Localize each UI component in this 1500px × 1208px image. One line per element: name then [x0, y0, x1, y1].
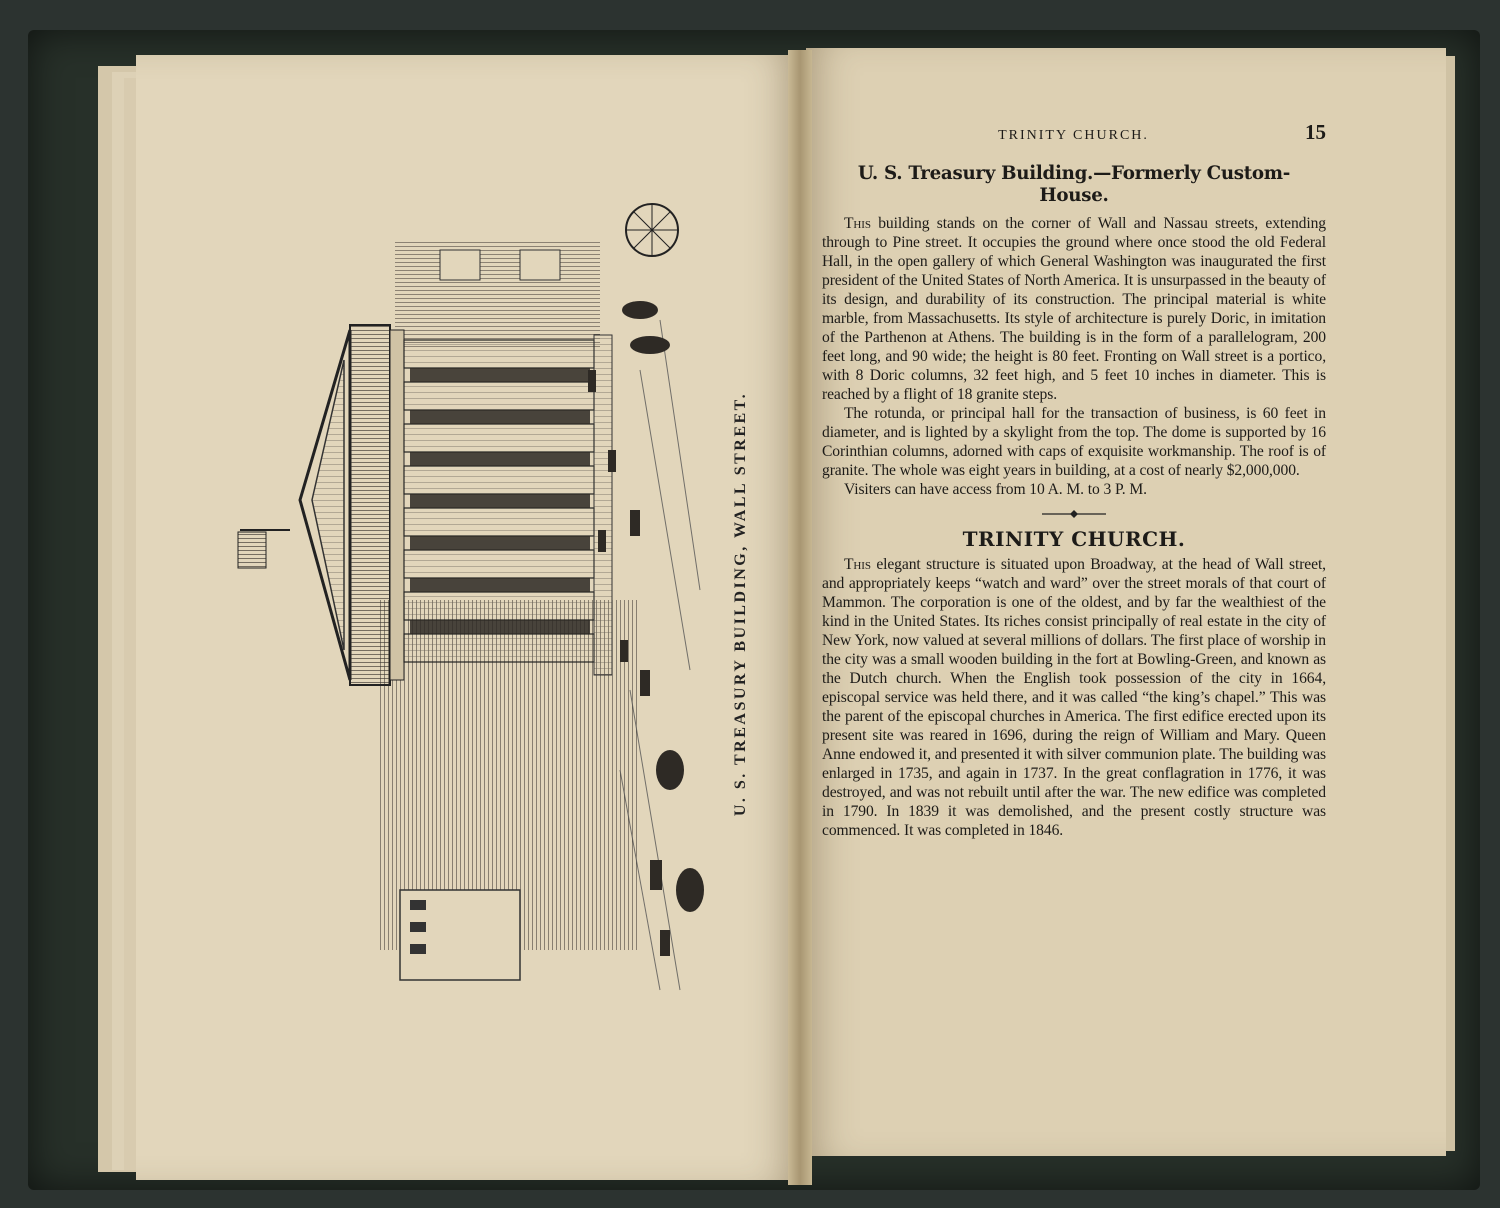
section-divider: [822, 509, 1326, 521]
paragraph: Visiters can have access from 10 A. M. to 3 P. M.: [844, 481, 1147, 498]
book-gutter: [788, 50, 812, 1185]
right-page-text: [822, 120, 1326, 840]
paragraph: [822, 555, 1326, 840]
running-head: TRINITY CHURCH.: [998, 128, 1149, 143]
paragraph-text: elegant structure is situated upon Broadway, at the head of Wall street, and appropriately keeps “watch and ward” over the street morals of that court of Mammon. The corporation is one of the oldest, and by far the wealthiest of the kind in the United States. Its riches consist principally of real estate in the city of New York, now valued at several millions of dollars. The first place of worship in the city was a small wooden building in the fort at Bowling-Green, and known as the Dutch church. When the English took possession of the city in 1664, episcopal service was held there, and it was called “the king’s chapel.” This was the parent of the episcopal churches in America. The first edifice erected upon its present site was reared in 1696, during the reign of William and Mary. Queen Anne endowed it, and presented it with silver communion plate. The building was enlarged in 1735, and again in 1737. In the great conflagration in 1776, it was destroyed, and was not rebuilt until after the war. The new edifice was completed in 1790. In 1839 it was demolished, and the present costly structure was commenced. It was completed in 1846.: [822, 556, 1326, 839]
section-title-trinity: TRINITY CHURCH.: [962, 527, 1186, 551]
first-word: This: [844, 215, 871, 232]
treasury-building-engraving: [220, 170, 730, 1010]
illustration-caption: U. S. TREASURY BUILDING, WALL STREET.: [732, 391, 749, 817]
section-title-treasury: U. S. Treasury Building.—Formerly Custom-House.: [857, 162, 1291, 206]
paragraph: The rotunda, or principal hall for the transaction of business, is 60 feet in diameter, and is lighted by a skylight from the top. The dome is supported by 16 Corinthian columns, adorned with caps of exquisite workmanship. The roof is of granite. The whole was eight years in building, at a cost of nearly $2,000,000.: [822, 405, 1326, 479]
paragraph: [822, 214, 1326, 404]
running-header: [822, 120, 1326, 154]
page-number: 15: [1305, 120, 1326, 144]
paragraph-text: building stands on the corner of Wall and Nassau streets, extending through to Pine street. It occupies the ground where once stood the old Federal Hall, in the open gallery of which General Washington was inaugurated the first president of the United States of North America. It is unsurpassed in the beauty of its design, and durability of its construction. The principal material is white marble, from Massachusetts. Its style of architecture is purely Doric, in imitation of the Parthenon at Athens. The building is in the form of a parallelogram, 200 feet long, and 90 wide; the height is 80 feet. Fronting on Wall street is a portico, with 8 Doric columns, 32 feet high, and 5 feet 10 inches in diameter. This is reached by a flight of 18 granite steps.: [822, 215, 1326, 403]
first-word: This: [844, 556, 871, 573]
